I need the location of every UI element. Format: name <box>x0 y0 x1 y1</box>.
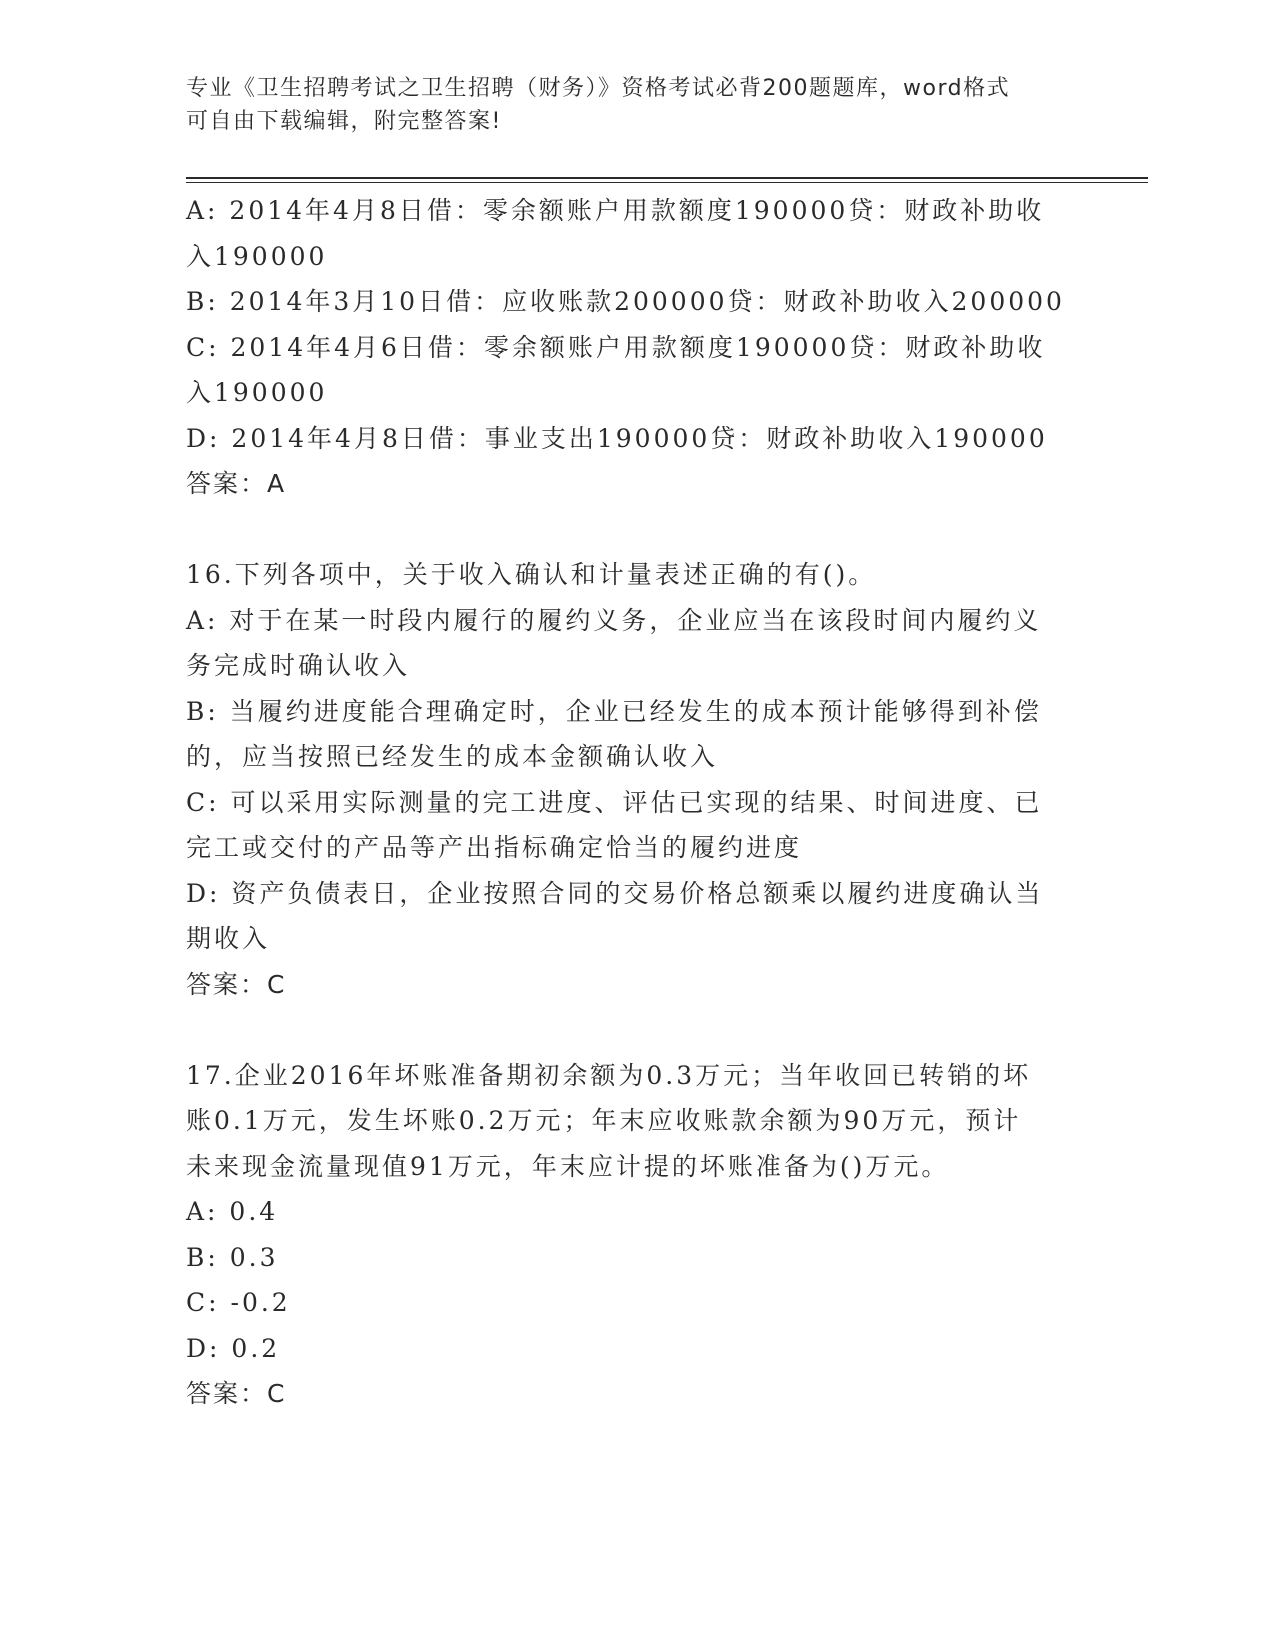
header-title-line-1: 专业《卫生招聘考试之卫生招聘（财务）》资格考试必背200题题库，word格式 <box>186 76 1011 101</box>
q16-option-b-line-1: B: 当履约进度能合理确定时，企业已经发生的成本预计能够得到补偿 <box>186 696 1042 726</box>
q15-option-a-line-2: 入190000 <box>186 241 328 271</box>
q16-option-c-line-2: 完工或交付的产品等产出指标确定恰当的履约进度 <box>186 833 803 862</box>
q17-option-a: A: 0.4 <box>186 1197 279 1226</box>
q16-option-a-line-2: 务完成时确认收入 <box>186 651 411 680</box>
header-divider-thin <box>186 182 1148 183</box>
q17-answer: 答案：C <box>186 1379 287 1408</box>
spacer <box>186 507 1066 553</box>
q17-option-c: C: -0.2 <box>186 1288 291 1317</box>
spacer <box>186 1007 1066 1053</box>
q15-option-b: B: 2014年3月10日借：应收账款200000贷：财政补助收入200000 <box>186 287 1065 316</box>
q16-option-b-line-2: 的，应当按照已经发生的成本金额确认收入 <box>186 742 719 771</box>
question-16-block <box>186 552 1066 1007</box>
q16-option-d-line-1: D: 资产负债表日，企业按照合同的交易价格总额乘以履约进度确认当 <box>186 878 1044 908</box>
q16-option-a-line-1: A: 对于在某一时段内履行的履约义务，企业应当在该段时间内履约义 <box>186 605 1042 635</box>
q15-answer: 答案：A <box>186 469 287 498</box>
question-15-block <box>186 188 1066 507</box>
q16-stem: 16.下列各项中，关于收入确认和计量表述正确的有()。 <box>186 560 877 589</box>
question-content <box>186 188 1066 1417</box>
header-title-line-2: 可自由下载编辑，附完整答案! <box>186 109 502 134</box>
q16-option-d-line-2: 期收入 <box>186 924 271 953</box>
q17-stem-line-3: 未来现金流量现值91万元，年末应计提的坏账准备为()万元。 <box>186 1151 950 1181</box>
q17-option-d: D: 0.2 <box>186 1333 281 1363</box>
header-divider-thick <box>186 177 1148 179</box>
q16-option-c-line-1: C: 可以采用实际测量的完工进度、评估已实现的结果、时间进度、已 <box>186 787 1043 817</box>
q15-option-c-line-2: 入190000 <box>186 378 328 407</box>
q17-option-b: B: 0.3 <box>186 1242 279 1272</box>
q15-option-d: D: 2014年4月8日借：事业支出190000贷：财政补助收入190000 <box>186 423 1048 453</box>
q15-option-c-line-1: C: 2014年4月6日借：零余额账户用款额度190000贷：财政补助收 <box>186 332 1046 362</box>
q16-answer: 答案：C <box>186 969 287 999</box>
question-17-block <box>186 1053 1066 1417</box>
q15-option-a-line-1: A: 2014年4月8日借：零余额账户用款额度190000贷：财政补助收 <box>186 196 1045 225</box>
q17-stem-line-2: 账0.1万元，发生坏账0.2万元；年末应收账款余额为90万元，预计 <box>186 1106 1022 1135</box>
q17-stem-line-1: 17.企业2016年坏账准备期初余额为0.3万元；当年收回已转销的坏 <box>186 1060 1032 1090</box>
document-header <box>186 72 1066 138</box>
